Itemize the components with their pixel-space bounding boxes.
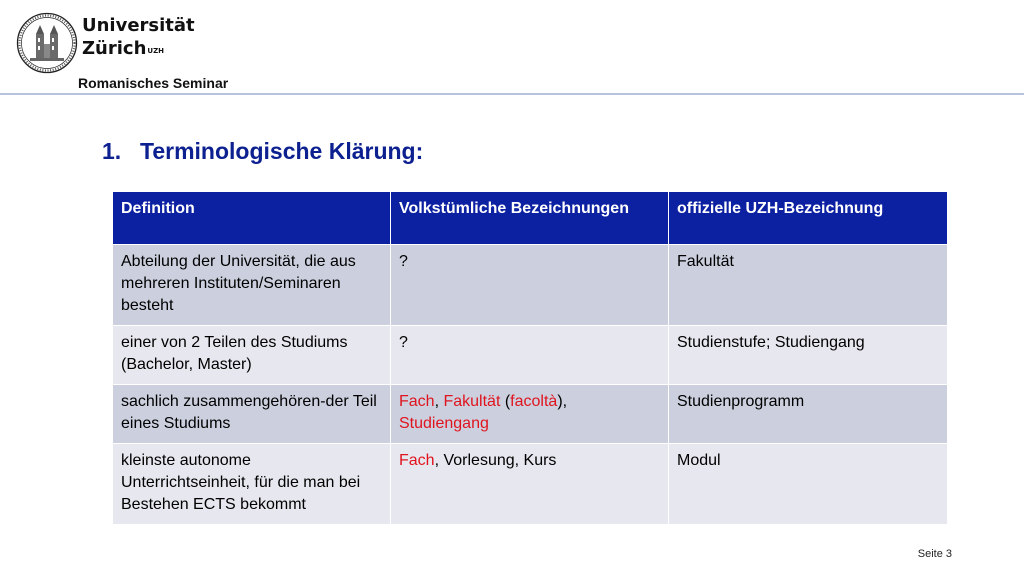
cell-official-term: Studienprogramm (669, 385, 948, 444)
cell-definition: kleinste autonome Unterrichtseinheit, für die man bei Bestehen ECTS bekommt (113, 444, 391, 525)
column-header-definition: Definition (113, 192, 391, 245)
university-name (82, 14, 195, 60)
term-text: ? (399, 334, 408, 351)
term-text: ( (500, 393, 511, 410)
uzh-superscript: UZH (147, 47, 165, 55)
university-name-line1: Universität (82, 15, 195, 36)
term-text: , Vorlesung, Kurs (434, 452, 557, 469)
column-header-popular-terms: Volkstümliche Bezeichnungen (391, 192, 669, 245)
column-header-official-term: offizielle UZH-Bezeichnung (669, 192, 948, 245)
university-seal-logo (16, 12, 78, 74)
cell-popular-terms (391, 326, 669, 385)
cell-definition: sachlich zusammengehören-der Teil eines Studiums (113, 385, 391, 444)
header-divider (0, 93, 1024, 95)
term-text: ? (399, 253, 408, 270)
cell-popular-terms (391, 385, 669, 444)
cell-official-term: Modul (669, 444, 948, 525)
slide-title-text: Terminologische Klärung: (140, 138, 424, 164)
table-row (113, 326, 948, 385)
highlighted-term: Studiengang (399, 415, 489, 432)
slide-title (102, 138, 423, 165)
cell-popular-terms (391, 444, 669, 525)
highlighted-term: facoltà (510, 393, 558, 410)
table-row (113, 245, 948, 326)
terminology-table (112, 191, 948, 525)
cell-official-term: Studienstufe; Studiengang (669, 326, 948, 385)
cell-definition: Abteilung der Universität, die aus mehreren Instituten/Seminaren besteht (113, 245, 391, 326)
cell-popular-terms (391, 245, 669, 326)
table-row (113, 444, 948, 525)
page-number: Seite 3 (917, 548, 952, 560)
university-name-line2: Zürich (82, 38, 147, 59)
term-text: , (434, 393, 444, 410)
institute-name: Romanisches Seminar (78, 75, 229, 91)
cell-official-term: Fakultät (669, 245, 948, 326)
cell-definition: einer von 2 Teilen des Studiums (Bachelor, Master) (113, 326, 391, 385)
term-text: ), (557, 393, 568, 410)
highlighted-term: Fach (399, 393, 435, 410)
slide-title-number: 1. (102, 138, 122, 164)
highlighted-term: Fach (399, 452, 435, 469)
highlighted-term: Fakultät (443, 393, 501, 410)
table-row (113, 385, 948, 444)
table-header-row (113, 192, 948, 245)
table-body (113, 245, 948, 525)
